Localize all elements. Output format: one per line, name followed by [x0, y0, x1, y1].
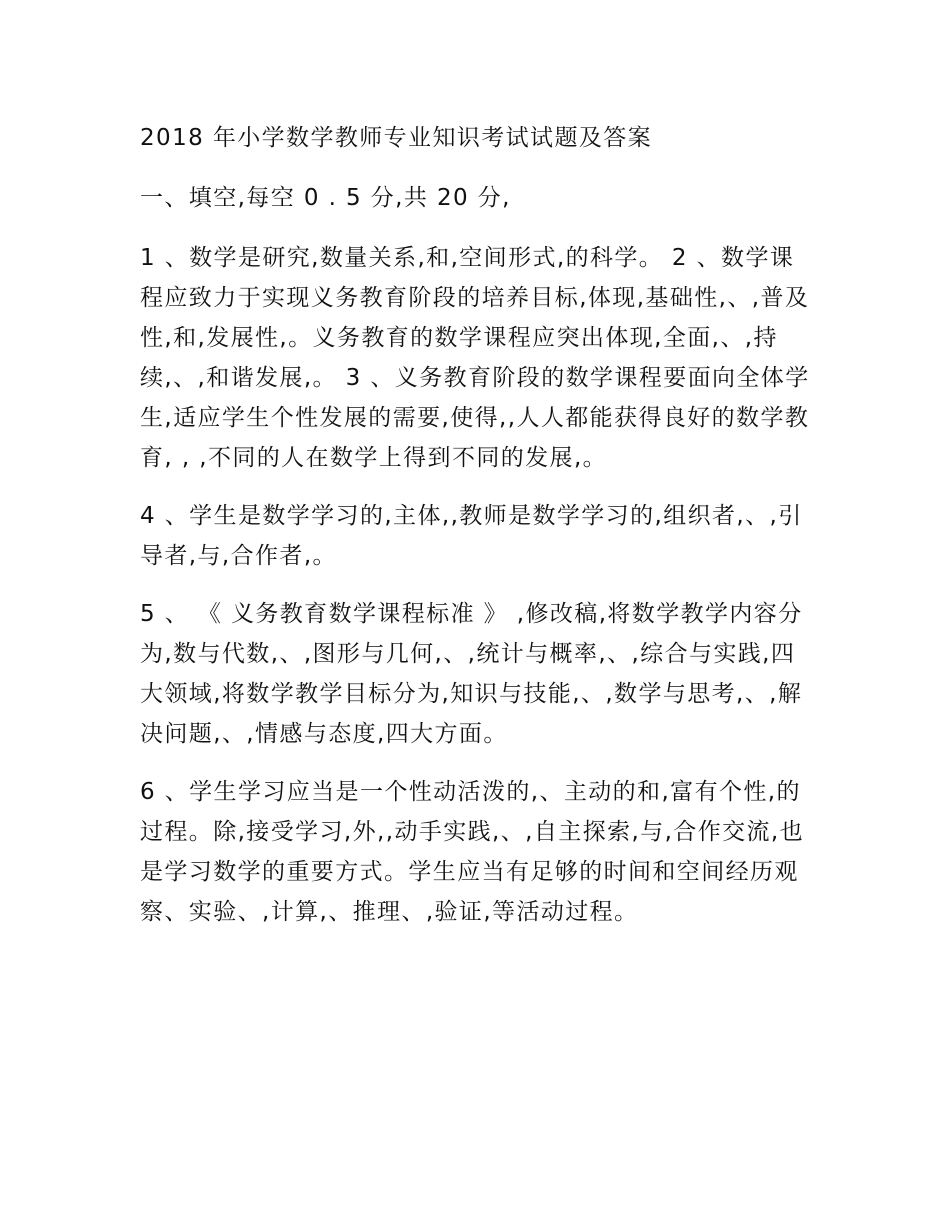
paragraph-6: 6 、学生学习应当是一个性动活泼的,、主动的和,富有个性,的过程。除,接受学习,外,,动手实践,、,自主探索,与,合作交流,也是学习数学的重要方式。学生应当有足够的时间和空间经历观察、实验、,计算,、推理、,验证,等活动过程。 — [140, 779, 804, 925]
document-body — [140, 118, 810, 950]
section-heading: 一、填空,每空 0 . 5 分,共 20 分, — [140, 185, 511, 211]
paragraph-5: 5 、 《 义务教育数学课程标准 》 ,修改稿,将数学教学内容分为,数与代数,、,图形与几何,、,统计与概率,、,综合与实践,四大领域,将数学教学目标分为,知识与技能,、,数学与思考,、,解决问题,、,情感与态度,四大方面。 — [140, 601, 803, 747]
document-title: 2018 年小学数学教师专业知识考试试题及答案 — [140, 125, 653, 151]
paragraph-4: 4 、学生是数学学习的,主体,,教师是数学学习的,组织者,、,引导者,与,合作者,。 — [140, 503, 803, 569]
paragraph-1: 1 、数学是研究,数量关系,和,空间形式,的科学。 2 、数学课程应致力于实现义务教育阶段的培养目标,体现,基础性,、,普及性,和,发展性,。义务教育的数学课程应突出体现,全面,、,持续,、,和谐发展,。 3 、义务教育阶段的数学课程要面向全体学生,适应学生个性发展的需要,使得,,人人都能获得良好的数学教育, , ,不同的人在数学上得到不同的发展,。 — [140, 245, 810, 471]
